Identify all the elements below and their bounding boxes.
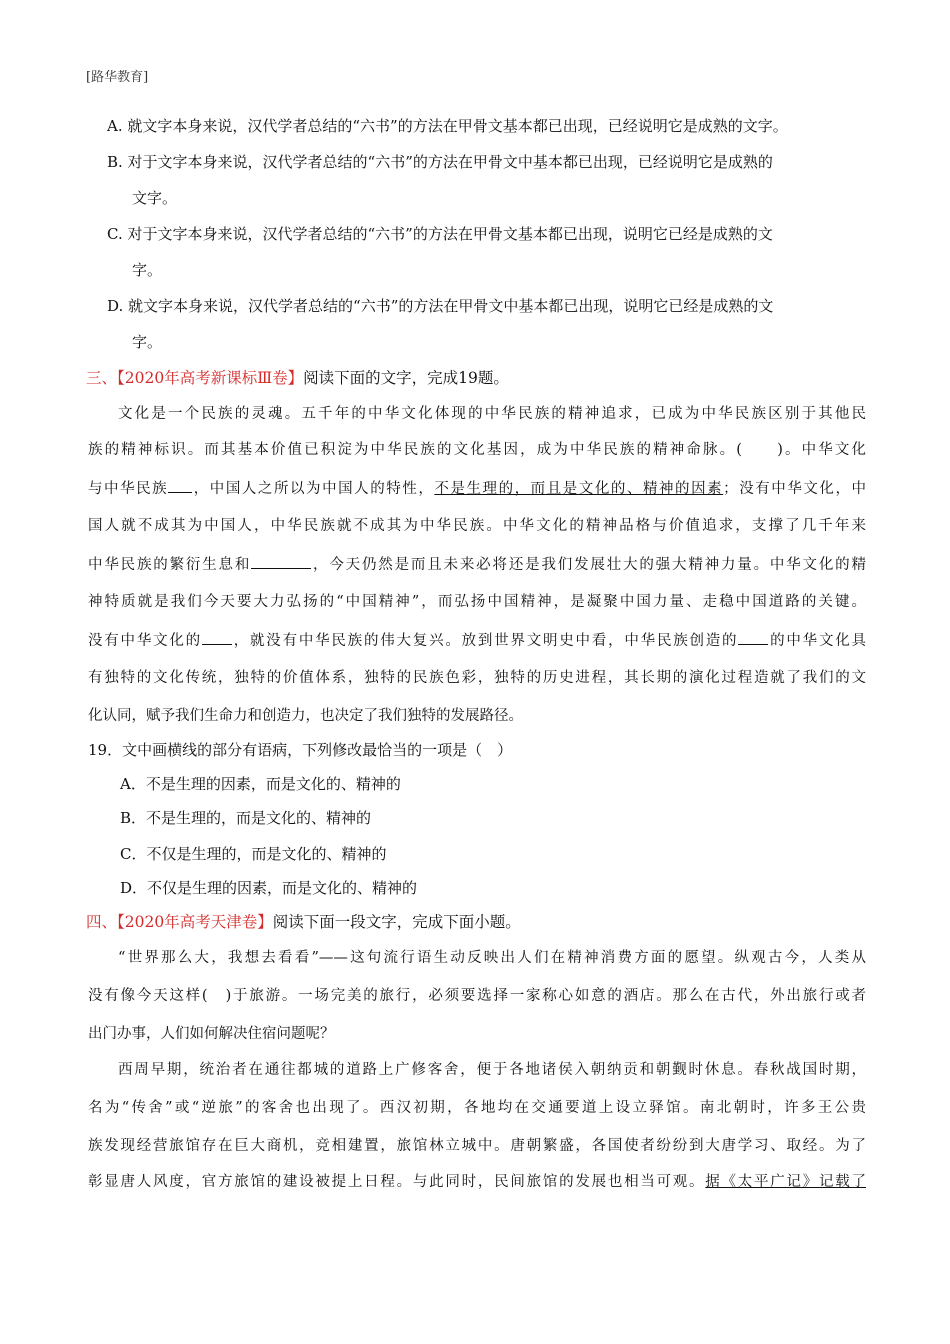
text-span: 与中华民族 bbox=[88, 481, 169, 497]
passage-4-line-6: 族发现经营旅馆存在巨大商机，竞相建置，旅馆林立城中。唐朝繁盛，各国使者纷纷到大唐学习、取经。为了 bbox=[88, 1138, 866, 1154]
option-c-continued: 字。 bbox=[132, 261, 163, 279]
passage-3-line-5 bbox=[88, 554, 866, 575]
section-3-heading bbox=[86, 368, 509, 388]
question-19-stem: 19．文中画横线的部分有语病，下列修改最恰当的一项是（ ） bbox=[88, 741, 513, 759]
section-3-number: 三、 bbox=[86, 369, 118, 387]
section-3-source: 【2020年高考新课标Ⅲ卷】 bbox=[117, 369, 304, 387]
option-a: A. 就文字本身来说，汉代学者总结的“六书”的方法在甲骨文基本都已出现，已经说明它是成熟的文字。 bbox=[107, 117, 788, 135]
passage-4-line-5: 名为“传舍”或“逆旅”的客舍也出现了。西汉初期，各地均在交通要道上设立驿馆。南北朝时，许多王公贵 bbox=[88, 1100, 866, 1116]
passage-3-line-8: 有独特的文化传统，独特的价值体系，独特的民族色彩，独特的历史进程，其长期的演化过程造就了我们的文 bbox=[88, 670, 866, 686]
passage-3-line-2: 族的精神标识。而其基本价值已积淀为中华民族的文化基因，成为中华民族的精神命脉。( )。中华文化 bbox=[88, 442, 866, 458]
passage-4-line-3: 出门办事，人们如何解决住宿问题呢？ bbox=[88, 1026, 335, 1042]
section-4-number: 四、 bbox=[86, 913, 118, 931]
fill-blank-2 bbox=[251, 554, 311, 569]
text-span: 彰显唐人风度，官方旅馆的建设被提上日程。与此同时，民间旅馆的发展也相当可观。 bbox=[88, 1174, 706, 1190]
section-4-source: 【2020年高考天津卷】 bbox=[117, 913, 273, 931]
fill-blank-4 bbox=[738, 630, 768, 645]
q19-option-d: D．不仅是生理的因素，而是文化的、精神的 bbox=[120, 879, 418, 897]
text-span: ；没有中华文化，中 bbox=[723, 481, 867, 497]
fill-blank-3 bbox=[202, 630, 232, 645]
option-d: D. 就文字本身来说，汉代学者总结的“六书”的方法在甲骨文中基本都已出现，说明它已经是成熟的文 bbox=[107, 297, 774, 315]
passage-4-line-2: 没有像今天这样( )于旅游。一场完美的旅行，必须要选择一家称心如意的酒店。那么在古代，外出旅行或者 bbox=[88, 988, 866, 1004]
passage-3-line-6: 神特质就是我们今天要大力弘扬的“中国精神”，而弘扬中国精神，是凝聚中国力量、走稳中国道路的关键。 bbox=[88, 594, 866, 610]
text-span: 中华民族的繁衍生息和 bbox=[88, 557, 252, 573]
section-4-heading bbox=[86, 912, 521, 932]
option-b: B. 对于文字本身来说，汉代学者总结的“六书”的方法在甲骨文中基本都已出现，已经说明它是成熟的 bbox=[107, 153, 773, 171]
text-span: ，就没有中华民族的伟大复兴。放到世界文明史中看，中华民族创造的 bbox=[231, 633, 739, 649]
text-span: ，中国人之所以为中国人的特性， bbox=[192, 481, 435, 497]
option-d-continued: 字。 bbox=[132, 333, 163, 351]
passage-4-line-4: 西周早期，统治者在通往都城的道路上广修客舍，便于各地诸侯入朝纳贡和朝觐时休息。春秋战国时期， bbox=[118, 1062, 866, 1078]
section-4-instruction: 阅读下面一段文字，完成下面小题。 bbox=[272, 913, 521, 931]
passage-3-line-3 bbox=[88, 478, 866, 499]
passage-4-line-1: “世界那么大，我想去看看”——这句流行语生动反映出人们在精神消费方面的愿望。纵观古今，人类从 bbox=[118, 950, 866, 966]
passage-4-line-7 bbox=[88, 1172, 866, 1192]
section-3-instruction: 阅读下面的文字，完成19题。 bbox=[303, 369, 509, 387]
page-header: [路华教育] bbox=[86, 70, 149, 85]
passage-3-line-7 bbox=[88, 630, 866, 651]
q19-option-a: A．不是生理的因素，而是文化的、精神的 bbox=[120, 775, 401, 793]
text-span: 的中华文化具 bbox=[768, 633, 867, 649]
underlined-sentence: 不是生理的，而且是文化的、精神的因素 bbox=[434, 481, 724, 497]
text-span: 没有中华文化的 bbox=[88, 633, 202, 649]
passage-3-line-1: 文化是一个民族的灵魂。五千年的中华文化体现的中华民族的精神追求，已成为中华民族区别于其他民 bbox=[118, 406, 866, 422]
q19-option-b: B．不是生理的，而是文化的、精神的 bbox=[120, 809, 372, 827]
option-b-continued: 文字。 bbox=[132, 189, 178, 207]
fill-blank-1 bbox=[168, 478, 192, 493]
option-c: C. 对于文字本身来说，汉代学者总结的“六书”的方法在甲骨文基本都已出现，说明它已经是成熟的文 bbox=[107, 225, 773, 243]
passage-3-line-9: 化认同，赋予我们生命力和创造力，也决定了我们独特的发展路径。 bbox=[88, 708, 523, 724]
text-span: ，今天仍然是而且未来必将还是我们发展壮大的强大精神力量。中华文化的精 bbox=[311, 557, 867, 573]
q19-option-c: C．不仅是生理的，而是文化的、精神的 bbox=[120, 845, 387, 863]
underlined-sentence: 据《太平广记》记载了 bbox=[705, 1174, 866, 1190]
passage-3-line-4: 国人就不成其为中国人，中华民族就不成其为中华民族。中华文化的精神品格与价值追求，支撑了几千年来 bbox=[88, 518, 866, 534]
